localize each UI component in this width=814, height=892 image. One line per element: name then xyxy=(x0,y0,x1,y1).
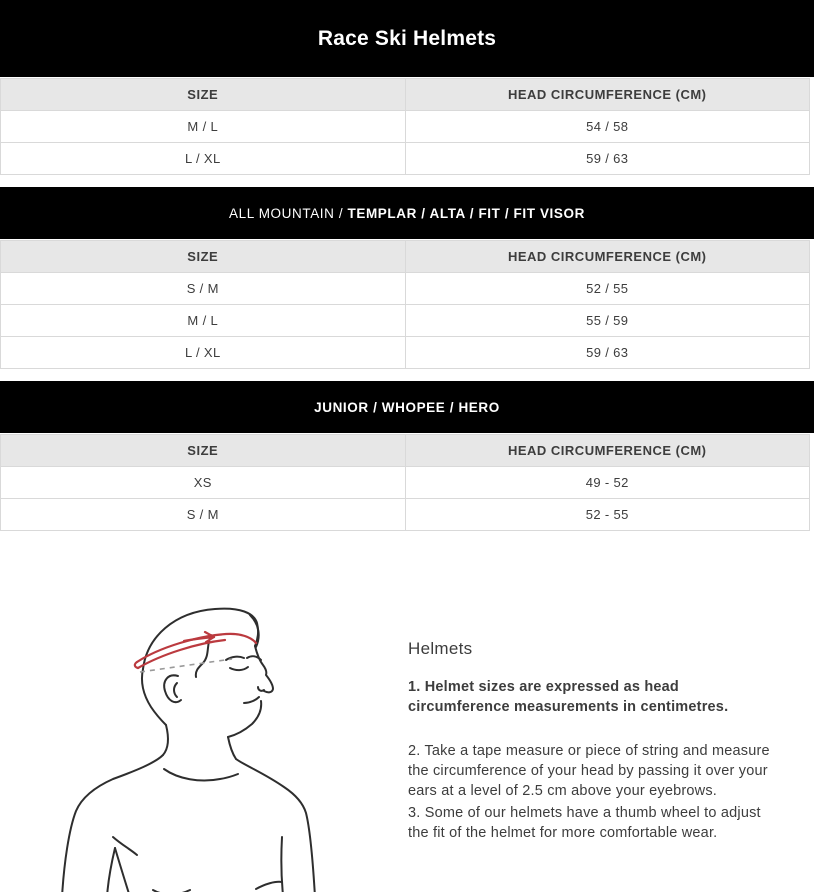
column-header-circumference: HEAD CIRCUMFERENCE (CM) xyxy=(405,435,810,467)
table-row xyxy=(1,305,810,337)
column-header-circumference: HEAD CIRCUMFERENCE (CM) xyxy=(405,79,810,111)
table-row xyxy=(1,499,810,531)
fit-guide-step-3: 3. Some of our helmets have a thumb wheel to adjust the fit of the helmet for more comfortable wear. xyxy=(408,805,761,841)
circumference-cell: 54 / 58 xyxy=(405,111,810,143)
banner-segment-bold: TEMPLAR / ALTA / FIT / FIT VISOR xyxy=(347,205,585,221)
circumference-cell: 55 / 59 xyxy=(405,305,810,337)
circumference-cell: 52 - 55 xyxy=(405,499,810,531)
size-cell: M / L xyxy=(1,305,406,337)
banner-segment-bold: JUNIOR / WHOPEE / HERO xyxy=(314,399,500,415)
size-cell: L / XL xyxy=(1,337,406,369)
size-cell: M / L xyxy=(1,111,406,143)
size-cell: S / M xyxy=(1,273,406,305)
circumference-cell: 59 / 63 xyxy=(405,337,810,369)
table-row xyxy=(1,337,810,369)
page-title: Race Ski Helmets xyxy=(317,26,497,50)
all-mountain-banner xyxy=(0,187,814,239)
column-header-size: SIZE xyxy=(1,241,406,273)
circumference-cell: 52 / 55 xyxy=(405,273,810,305)
table-header-row xyxy=(1,435,810,467)
fit-guide-step-2: 2. Take a tape measure or piece of string and measure the circumference of your head by passing it over your ears at a level of 2.5 cm above your eyebrows. xyxy=(408,743,770,799)
circumference-cell: 49 - 52 xyxy=(405,467,810,499)
size-cell: XS xyxy=(1,467,406,499)
all-mountain-size-table xyxy=(0,240,810,369)
column-header-size: SIZE xyxy=(1,79,406,111)
title-banner xyxy=(0,0,814,77)
head-measurement-illustration xyxy=(60,597,380,892)
column-header-circumference: HEAD CIRCUMFERENCE (CM) xyxy=(405,241,810,273)
fit-guide-text xyxy=(408,597,778,843)
size-cell: L / XL xyxy=(1,143,406,175)
table-header-row xyxy=(1,79,810,111)
circumference-cell: 59 / 63 xyxy=(405,143,810,175)
race-size-table xyxy=(0,78,810,175)
junior-banner xyxy=(0,381,814,433)
fit-guide-section xyxy=(0,597,814,892)
table-row xyxy=(1,273,810,305)
table-row xyxy=(1,143,810,175)
size-cell: S / M xyxy=(1,499,406,531)
table-header-row xyxy=(1,241,810,273)
fit-guide-step-1: 1. Helmet sizes are expressed as head circumference measurements in centimetres. xyxy=(408,679,729,715)
table-row xyxy=(1,111,810,143)
junior-size-table xyxy=(0,434,810,531)
banner-segment-regular: ALL MOUNTAIN / xyxy=(229,205,344,221)
column-header-size: SIZE xyxy=(1,435,406,467)
figure-sketch-svg xyxy=(60,597,380,892)
figure-sketch xyxy=(62,609,315,892)
fit-guide-heading: Helmets xyxy=(408,639,473,658)
table-row xyxy=(1,467,810,499)
